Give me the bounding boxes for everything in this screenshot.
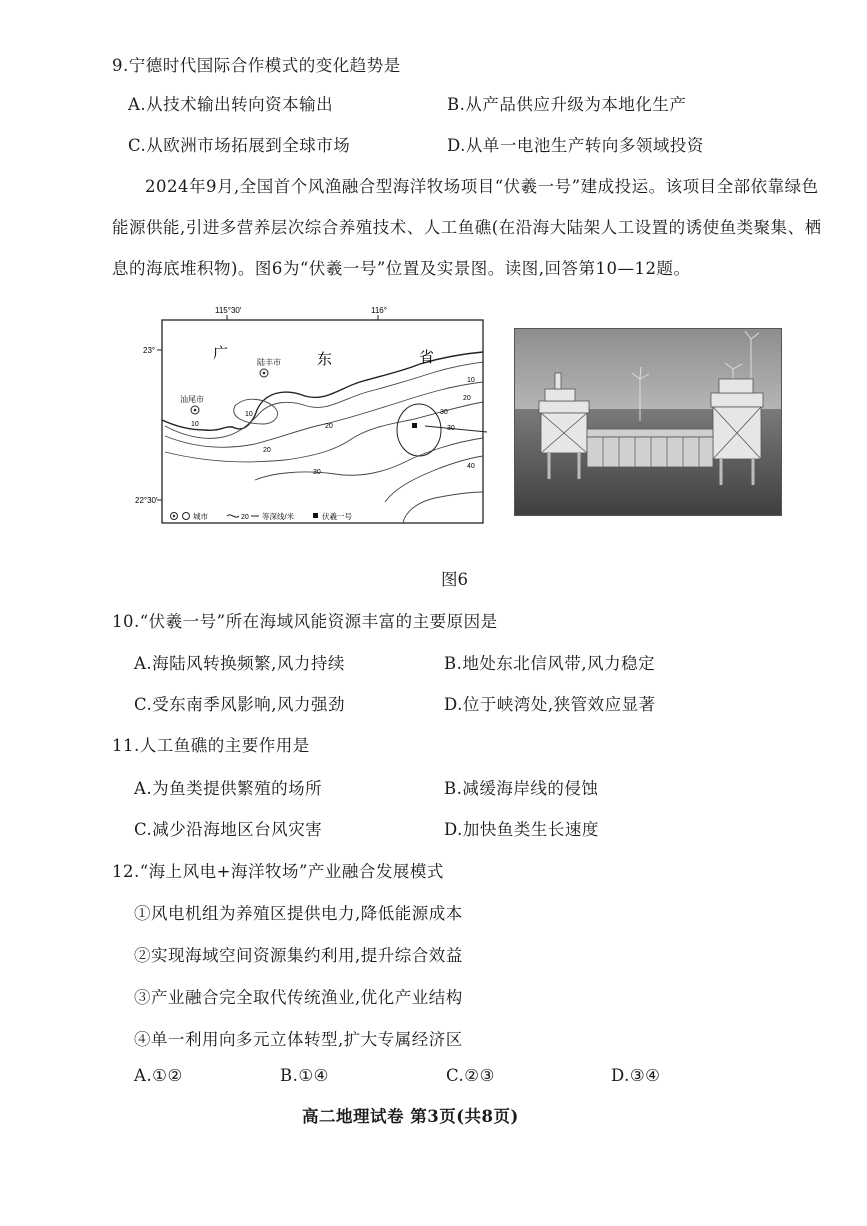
province-char-1: 广 [213, 345, 229, 362]
legend-city: 城市 [193, 512, 208, 521]
q9-option-b: B.从产品供应升级为本地化生产 [447, 95, 687, 114]
q9-option-d: D.从单一电池生产转向多领域投资 [447, 136, 704, 155]
lat-label-2: 22°30′ [135, 496, 158, 505]
figure-caption: 图6 [441, 570, 468, 589]
q12-stem: 12.“海上风电+海洋牧场”产业融合发展模式 [112, 862, 444, 881]
q11-option-c: C.减少沿海地区台风灾害 [134, 820, 323, 839]
q10-option-d: D.位于峡湾处,狭管效应显著 [444, 695, 656, 714]
q12-option-a: A.①② [134, 1066, 183, 1085]
city-shanwei-label: 汕尾市 [180, 395, 204, 404]
lon-label-1: 115°30′ [215, 306, 242, 315]
legend-site: 伏羲一号 [322, 512, 352, 521]
q12-item-3: ③产业融合完全取代传统渔业,优化产业结构 [134, 988, 463, 1007]
q11-stem: 11.人工鱼礁的主要作用是 [112, 736, 310, 755]
q12-option-d: D.③④ [611, 1066, 661, 1085]
depth-label: 10 [191, 421, 199, 428]
depth-label: 20 [463, 395, 471, 402]
location-map [135, 302, 495, 530]
page-footer: 高二地理试卷 第3页(共8页) [302, 1107, 519, 1126]
depth-label: 20 [325, 423, 333, 430]
q9-option-a: A.从技术输出转向资本输出 [128, 95, 334, 114]
lat-label-1: 23° [143, 346, 156, 355]
q11-option-b: B.减缓海岸线的侵蚀 [444, 779, 599, 798]
q9-option-c: C.从欧洲市场拓展到全球市场 [128, 136, 351, 155]
depth-label: 40 [467, 463, 475, 470]
q12-option-b: B.①④ [280, 1066, 329, 1085]
site-marker [412, 423, 417, 428]
province-char-3: 省 [419, 349, 435, 366]
depth-label: 10 [245, 411, 253, 418]
q11-option-d: D.加快鱼类生长速度 [444, 820, 599, 839]
q10-stem: 10.“伏羲一号”所在海域风能资源丰富的主要原因是 [112, 612, 498, 631]
passage-text: 2024年9月,全国首个风渔融合型海洋牧场项目“伏羲一号”建成投运。该项目全部依靠绿色能源供能,引进多营养层次综合养殖技术、人工鱼礁(在沿海大陆架人工设置的诱使鱼类聚集、栖息的海底堆积物)。图6为“伏羲一号”位置及实景图。读图,回答第10—12题。 [112, 177, 822, 278]
q10-option-c: C.受东南季风影响,风力强劲 [134, 695, 346, 714]
q12-item-4: ④单一利用向多元立体转型,扩大专属经济区 [134, 1030, 463, 1049]
legend-isobath: 等深线/米 [262, 512, 295, 521]
depth-label: 30 [447, 425, 455, 432]
lon-label-2: 116° [371, 306, 387, 315]
depth-label: 20 [263, 447, 271, 454]
q12-item-1: ①风电机组为养殖区提供电力,降低能源成本 [134, 904, 463, 923]
legend-isobath-sample: 20 [241, 514, 249, 521]
q10-option-a: A.海陆风转换频繁,风力持续 [134, 654, 345, 673]
q12-item-2: ②实现海域空间资源集约利用,提升综合效益 [134, 946, 463, 965]
depth-label: 30 [440, 409, 448, 416]
site-photo [514, 328, 782, 516]
depth-label: 10 [467, 377, 475, 384]
q12-option-c: C.②③ [446, 1066, 495, 1085]
q11-option-a: A.为鱼类提供繁殖的场所 [134, 779, 323, 798]
map-legend [171, 511, 353, 521]
q10-option-b: B.地处东北信风带,风力稳定 [444, 654, 656, 673]
depth-label: 30 [313, 469, 321, 476]
city-lufeng-label: 陆丰市 [257, 358, 281, 367]
q9-stem: 9.宁德时代国际合作模式的变化趋势是 [112, 56, 401, 75]
province-char-2: 东 [317, 351, 333, 368]
